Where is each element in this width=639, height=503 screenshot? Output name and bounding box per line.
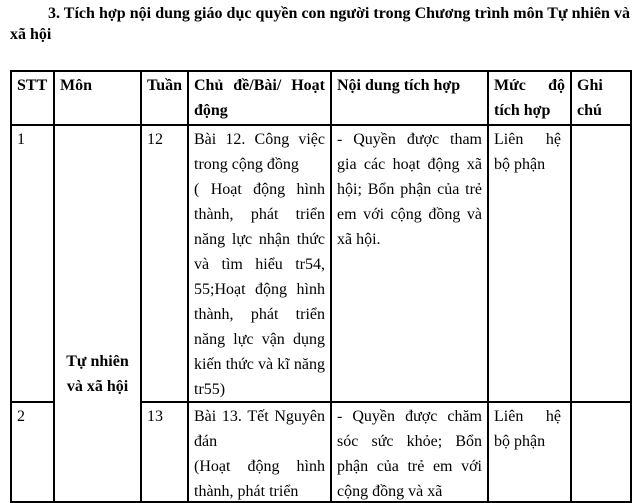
chu-de-2-para-1: Bài 13. Tết Nguyên đán — [194, 408, 325, 450]
cell-chu-de-1 — [188, 125, 331, 402]
section-title: 3. Tích hợp nội dung giáo dục quyền con người trong Chương trình môn Tự nhiên và xã hội — [10, 5, 630, 43]
chu-de-1-para-2: ( Hoạt động hình thành, phát triển năng lực nhận thức và tìm hiểu tr54, 55;Hoạt động hình thành, phát triển năng lực vận dụng kiến thức và kĩ năng tr55) — [194, 181, 325, 398]
muc-do-2-text: Liên hệ bộ phận — [494, 408, 561, 450]
muc-do-1-text: Liên hệ bộ phận — [494, 131, 561, 173]
mon-subject-text: Tự nhiên và xã hội — [66, 353, 129, 395]
cell-ghi-chu-2 — [571, 402, 631, 502]
cell-noi-dung-2 — [331, 402, 488, 502]
col-header-mon: Môn — [54, 71, 141, 125]
table-header-row — [11, 71, 631, 125]
noi-dung-2-text: - Quyền được chăm sóc sức khỏe; Bổn phận của trẻ em với cộng đồng và xã — [337, 408, 482, 500]
cell-ghi-chu-1 — [571, 125, 631, 402]
col-header-stt: STT — [11, 71, 54, 125]
cell-noi-dung-1 — [331, 125, 488, 402]
col-header-tuan: Tuần — [141, 71, 188, 125]
col-header-noi-dung: Nội dung tích hợp — [331, 71, 488, 125]
col-header-ghi-chu: Ghi chú — [571, 71, 631, 125]
cell-chu-de-2 — [188, 402, 331, 502]
table-row — [11, 125, 631, 402]
noi-dung-1-text: - Quyền được tham gia các hoạt động xã hội; Bổn phận của trẻ em với cộng đồng và xã hội. — [337, 131, 482, 248]
cell-stt-2: 2 — [11, 402, 54, 502]
chu-de-2-para-2: (Hoạt động hình thành, phát triển — [194, 458, 325, 500]
cell-muc-do-2 — [488, 402, 571, 502]
cell-stt-1: 1 — [11, 125, 54, 402]
cell-tuan-2: 13 — [141, 402, 188, 502]
cell-muc-do-1 — [488, 125, 571, 402]
integration-table — [10, 70, 632, 503]
chu-de-1-para-1: Bài 12. Công việc trong cộng đồng — [194, 131, 325, 173]
col-header-chu-de: Chủ đề/Bài/ Hoạt động — [188, 71, 331, 125]
col-header-muc-do: Mức độ tích hợp — [488, 71, 571, 125]
cell-tuan-1: 12 — [141, 125, 188, 402]
cell-mon-subject — [54, 125, 141, 502]
